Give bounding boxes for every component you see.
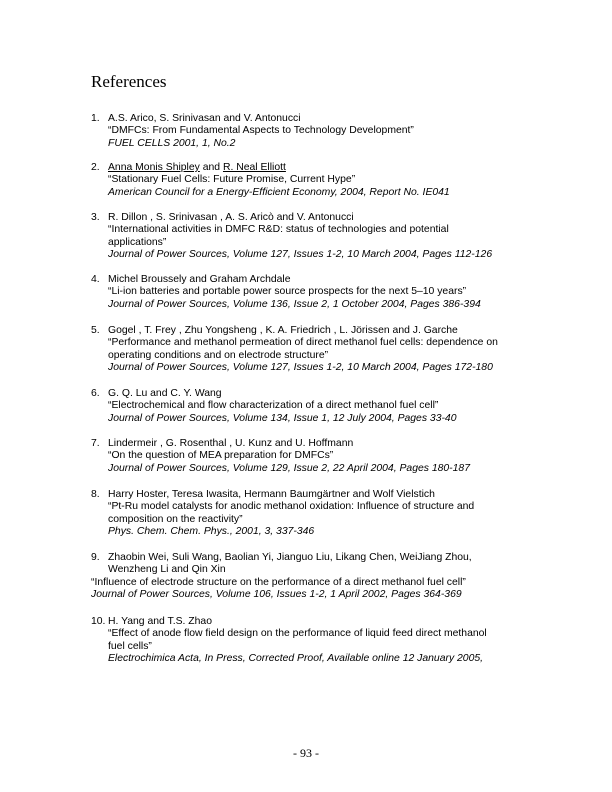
reference-item	[91, 552, 531, 602]
reference-number: 1.	[91, 113, 100, 124]
reference-source: Journal of Power Sources, Volume 106, Issues 1-2, 1 April 2002, Pages 364-369	[91, 589, 462, 601]
reference-title-continued: applications”	[108, 236, 167, 248]
reference-source: Journal of Power Sources, Volume 134, Issue 1, 12 July 2004, Pages 33-40	[108, 412, 457, 424]
reference-number: 3.	[91, 212, 100, 223]
reference-source: American Council for a Energy-Efficient Economy, 2004, Report No. IE041	[108, 186, 450, 198]
reference-title: “International activities in DMFC R&D: status of technologies and potential	[108, 224, 449, 236]
reference-title: “Effect of anode flow field design on the performance of liquid feed direct methanol	[108, 628, 487, 640]
reference-item	[91, 325, 531, 375]
authors-conjunction: and	[202, 162, 221, 173]
reference-title: “Pt-Ru model catalysts for anodic methanol oxidation: Influence of structure and	[108, 501, 475, 513]
reference-source: Phys. Chem. Chem. Phys., 2001, 3, 337-346	[108, 526, 315, 538]
reference-authors-continued: Wenzheng Li and Qin Xin	[108, 564, 226, 576]
author-link[interactable]: R. Neal Elliott	[222, 162, 286, 173]
reference-item	[91, 616, 531, 666]
reference-title: “Li-ion batteries and portable power source prospects for the next 5–10 years”	[108, 286, 467, 298]
reference-number: 5.	[91, 325, 100, 336]
reference-source: Journal of Power Sources, Volume 127, Issues 1-2, 10 March 2004, Pages 172-180	[108, 362, 493, 374]
reference-item	[91, 274, 531, 311]
reference-number: 10.	[91, 616, 106, 627]
author-link[interactable]: Anna Monis Shipley	[108, 162, 200, 173]
reference-source: FUEL CELLS 2001, 1, No.2	[108, 137, 236, 149]
reference-title: “On the question of MEA preparation for DMFCs”	[108, 450, 334, 462]
reference-number: 4.	[91, 274, 100, 285]
reference-item	[91, 388, 531, 425]
reference-number: 6.	[91, 388, 100, 399]
reference-source: Journal of Power Sources, Volume 127, Issues 1-2, 10 March 2004, Pages 112-126	[108, 249, 493, 261]
reference-authors: Zhaobin Wei, Suli Wang, Baolian Yi, Jianguo Liu, Likang Chen, WeiJiang Zhou,	[108, 552, 472, 563]
reference-item	[91, 162, 531, 199]
reference-authors: G. Q. Lu and C. Y. Wang	[108, 388, 222, 399]
reference-source: Electrochimica Acta, In Press, Corrected Proof, Available online 12 January 2005,	[108, 653, 484, 665]
reference-source: Journal of Power Sources, Volume 129, Issue 2, 22 April 2004, Pages 180-187	[108, 462, 470, 474]
page-number: - 93 -	[293, 746, 319, 760]
references-heading: References	[91, 72, 167, 91]
reference-item	[91, 438, 531, 475]
reference-title: “DMFCs: From Fundamental Aspects to Technology Development”	[108, 125, 414, 137]
reference-title: “Stationary Fuel Cells: Future Promise, Current Hype”	[108, 174, 356, 186]
reference-authors	[108, 162, 531, 174]
reference-authors: R. Dillon , S. Srinivasan , A. S. Aricò and V. Antonucci	[108, 212, 354, 223]
reference-authors: H. Yang and T.S. Zhao	[108, 616, 212, 627]
reference-authors: Michel Broussely and Graham Archdale	[108, 274, 291, 285]
reference-authors: Lindermeir , G. Rosenthal , U. Kunz and U. Hoffmann	[108, 438, 354, 449]
reference-title: “Electrochemical and flow characterization of a direct methanol fuel cell”	[108, 400, 439, 412]
reference-title-continued: fuel cells”	[108, 640, 152, 652]
reference-number: 9.	[91, 552, 100, 563]
reference-item	[91, 489, 531, 539]
reference-title: “Performance and methanol permeation of direct methanol fuel cells: dependence on	[108, 337, 498, 349]
reference-item	[91, 212, 531, 262]
reference-authors: A.S. Arico, S. Srinivasan and V. Antonucci	[108, 113, 301, 124]
reference-item	[91, 113, 531, 150]
reference-number: 7.	[91, 438, 100, 449]
reference-title-continued: operating conditions and on electrode structure”	[108, 349, 329, 361]
reference-title-continued: composition on the reactivity”	[108, 513, 243, 525]
reference-authors: Gogel , T. Frey , Zhu Yongsheng , K. A. Friedrich , L. Jörissen and J. Garche	[108, 325, 458, 336]
reference-source: Journal of Power Sources, Volume 136, Issue 2, 1 October 2004, Pages 386-394	[108, 298, 481, 310]
reference-number: 8.	[91, 489, 100, 500]
reference-title: “Influence of electrode structure on the performance of a direct methanol fuel cell”	[91, 576, 466, 588]
reference-authors: Harry Hoster, Teresa Iwasita, Hermann Baumgärtner and Wolf Vielstich	[108, 489, 435, 500]
reference-number: 2.	[91, 162, 100, 173]
